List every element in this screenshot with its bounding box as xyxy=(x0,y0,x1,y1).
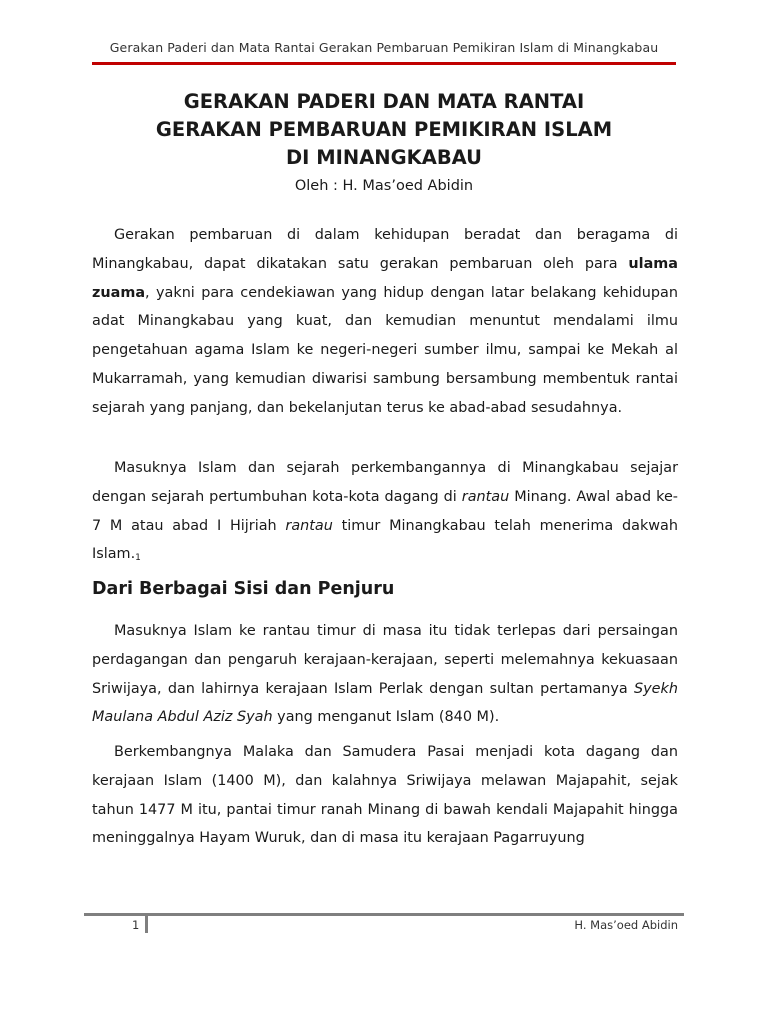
document-title xyxy=(92,88,676,172)
paragraph-2-text-a: Masuknya Islam dan sejarah perkembangannya di Minangkabau sejajar dengan sejarah pertumbuhan kota-kota dagang di xyxy=(92,460,678,505)
footer-author: H. Mas’oed Abidin xyxy=(574,918,678,932)
paragraph-1-text-b: , yakni para cendekiawan yang hidup dengan latar belakang kehidupan adat Minangkabau yang kuat, dan kemudian menuntut mendalami ilmu pengetahuan agama Islam ke negeri-negeri sumber ilmu, sampai ke Mekah al Mukarramah, yang kemudian diwarisi sambung bersambung membentuk rantai sejarah yang panjang, dan bekelanjutan terus ke abad-abad sesudahnya. xyxy=(92,284,678,416)
footnote-reference[interactable]: 1 xyxy=(135,553,141,564)
paragraph-3-text-b: yang menganut Islam (840 M). xyxy=(272,709,500,726)
paragraph-2-text-c: timur Minangkabau telah menerima dakwah Islam. xyxy=(92,517,678,563)
footer-rule xyxy=(84,913,684,916)
title-line-1: GERAKAN PADERI DAN MATA RANTAI xyxy=(183,90,585,113)
page-number: 1 xyxy=(132,918,140,932)
paragraph-4 xyxy=(92,738,678,859)
running-header: Gerakan Paderi dan Mata Rantai Gerakan Pembaruan Pemikiran Islam di Minangkabau xyxy=(109,40,659,55)
paragraph-3-text-a: Masuknya Islam ke rantau timur di masa itu tidak terlepas dari persaingan perdagangan dan pengaruh kerajaan-kerajaan, seperti melemahnya kekuasaan Sriwijaya, dan lahirnya kerajaan Islam Perlak dengan sultan pertamanya xyxy=(92,623,678,697)
title-line-2: GERAKAN PEMBARUAN PEMIKIRAN ISLAM xyxy=(155,118,613,141)
title-line-3: DI MINANGKABAU xyxy=(285,146,483,169)
paragraph-2-text-b: Minang. Awal abad ke-7 M atau abad I Hijriah xyxy=(92,488,678,534)
paragraph-1-bold-term: ulama zuama xyxy=(92,255,678,301)
paragraph-2-italic-a: rantau xyxy=(461,488,510,505)
paragraph-3-italic: Syekh Maulana Abdul Aziz Syah xyxy=(92,680,678,726)
page-number-divider xyxy=(145,915,148,933)
paragraph-1 xyxy=(92,221,678,429)
paragraph-3 xyxy=(92,617,678,738)
paragraph-1-text-a: Gerakan pembaruan di dalam kehidupan beradat dan beragama di Minangkabau, dapat dikatakan satu gerakan pembaruan oleh para xyxy=(92,227,678,272)
paragraph-4-text: Berkembangnya Malaka dan Samudera Pasai menjadi kota dagang dan kerajaan Islam (1400 M), dan kalahnya Sriwijaya melawan Majapahit, sejak tahun 1477 M itu, pantai timur ranah Minang di bawah kendali Majapahit hingga meninggalnya Hayam Wuruk, dan di masa itu kerajaan Pagarruyung xyxy=(92,744,678,847)
paragraph-2 xyxy=(92,454,678,579)
header-rule xyxy=(92,62,676,65)
author-line: Oleh : H. Mas’oed Abidin xyxy=(294,178,474,194)
section-heading: Dari Berbagai Sisi dan Penjuru xyxy=(92,579,395,599)
paragraph-2-italic-b: rantau xyxy=(285,517,333,534)
